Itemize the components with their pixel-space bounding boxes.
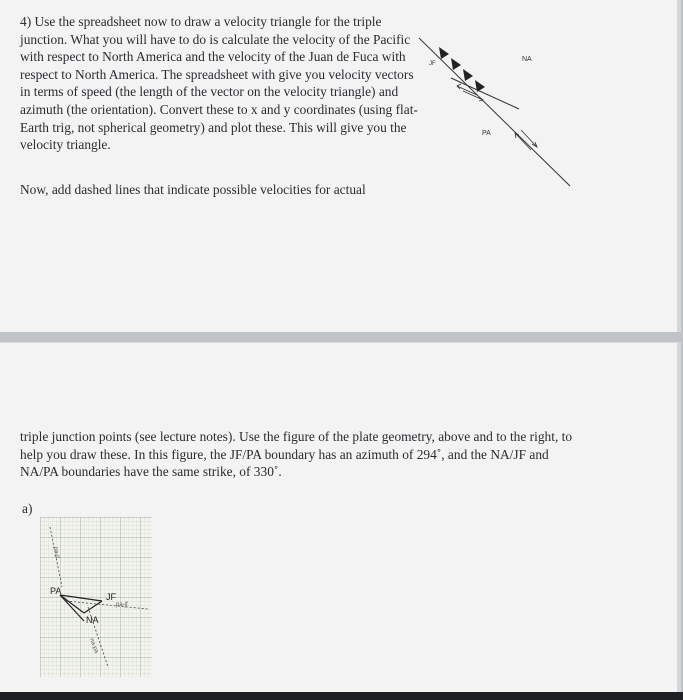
edge-label-pa-jf-right: pa-jf [116, 602, 128, 608]
vertex-label-pa: PA [50, 586, 62, 596]
edge-label-na-pa: na-pa [88, 637, 100, 655]
plate-geometry-figure [415, 38, 575, 198]
bottom-edge-strip [0, 692, 683, 700]
plate-label-na: NA [522, 56, 532, 63]
part-a-label: a) [22, 501, 33, 516]
na-boundary-line [419, 38, 570, 186]
question-4-text: 4) Use the spreadsheet now to draw a velocity triangle for the triple junction. What you will have to do is calculate the velocity of the Pacific with respect to North America and the velocity of the Juan de Fuca with respect to North America. The spreadsheet with give you velocity vectors in terms of speed (the length of the vector on the velocity triangle) and azimuth (the orientation). Convert these to x and y coordinates (using flat-Earth trig, not spherical geometry) and plot these. This will give you the velocity triangle. [20, 14, 418, 153]
plate-label-jf: JF [429, 61, 436, 67]
plate-label-pa: PA [482, 130, 491, 137]
edge-label-pa-jf-dashed: pa-jf [52, 546, 60, 559]
question-panel-top [0, 0, 681, 332]
subduction-teeth [439, 47, 485, 92]
jf-pa-boundary-line [451, 78, 519, 109]
velocity-triangle-grid [40, 517, 152, 677]
na-pa-motion-arrows [515, 130, 537, 150]
dashed-lines-instruction: Now, add dashed lines that indicate possible velocities for actual [20, 182, 366, 197]
triple-junction-text: triple junction points (see lecture notes). Use the figure of the plate geometry, above and to the right, to help you draw these. In this figure, the JF/PA boundary has an azimuth of 294˚, and the NA/JF and NA/PA boundaries have the same strike, of 330˚. [20, 429, 573, 480]
vertex-label-na: NA [86, 615, 99, 625]
vertex-label-jf: JF [106, 592, 116, 602]
